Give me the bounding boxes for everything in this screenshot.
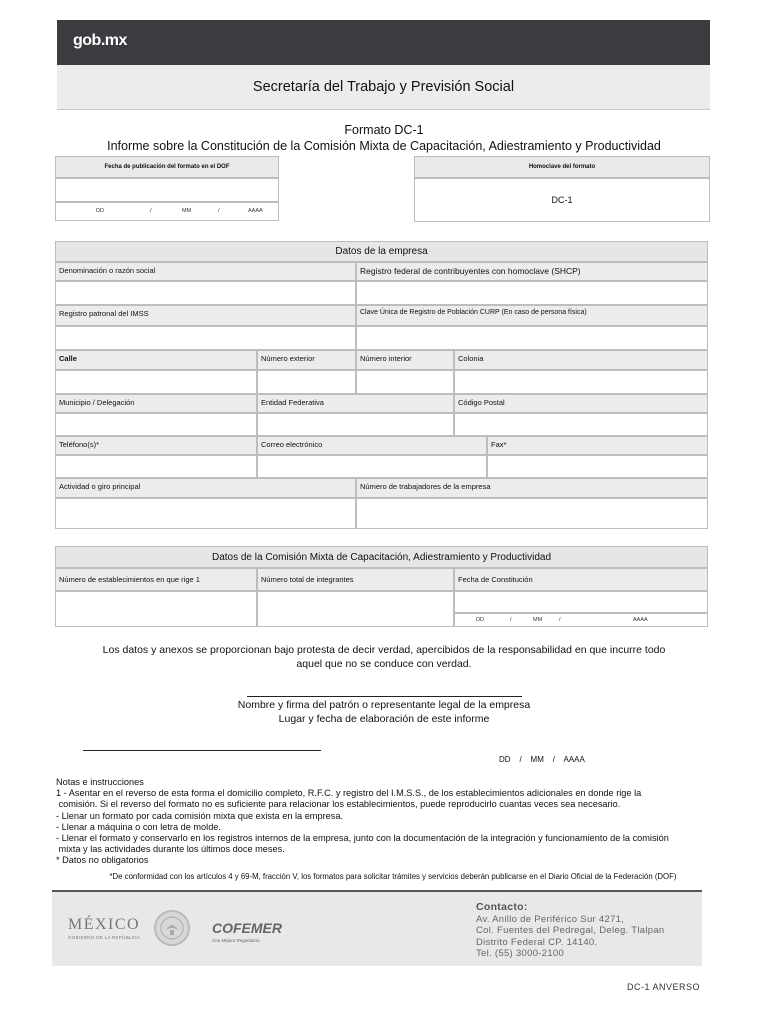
dof-aaaa: AAAA (248, 208, 263, 214)
gob-mx-logo: gob.mx (73, 32, 127, 49)
nota-item: - Llenar a máquina o con letra de molde. (56, 821, 221, 832)
secretaria-bar (57, 65, 710, 110)
correo-field[interactable] (257, 455, 487, 478)
telefono-field[interactable] (55, 455, 257, 478)
denominacion-label: Denominación o razón social (55, 262, 356, 281)
fecha-constitucion-label: Fecha de Constitución (454, 568, 708, 591)
contact-line: Tel. (55) 3000-2100 (476, 948, 565, 959)
firma-date-format: DD / MM / AAAA (499, 755, 585, 764)
firma-line (247, 696, 522, 697)
municipio-field[interactable] (55, 413, 257, 436)
cofemer-logo: COFEMER (212, 920, 282, 936)
empresa-section-title: Datos de la empresa (55, 241, 708, 262)
rfc-label: Registro federal de contribuyentes con homoclave (SHCP) (356, 262, 708, 281)
entidad-field[interactable] (257, 413, 454, 436)
notas-title: Notas e instrucciones (56, 777, 144, 787)
mexico-subtitle: GOBIERNO DE LA REPÚBLICA (68, 935, 141, 940)
cp-label: Código Postal (454, 394, 708, 413)
eagle-icon (156, 912, 188, 944)
dof-label: Fecha de publicación del formato en el DOF (55, 156, 279, 178)
com-dd: DD (476, 617, 484, 623)
curp-field[interactable] (356, 326, 708, 350)
contact-title: Contacto: (476, 901, 528, 913)
rfc-field[interactable] (356, 281, 708, 305)
contact-block (476, 902, 665, 960)
fax-label: Fax* (487, 436, 708, 455)
nota-item: - Llenar un formato por cada comisión mixta que exista en la empresa. (56, 810, 343, 821)
integrantes-label: Número total de integrantes (257, 568, 454, 591)
fax-field[interactable] (487, 455, 708, 478)
declaracion-line1: Los datos y anexos se proporcionan bajo protesta de decir verdad, apercibidos de la responsabilidad en que incurre todo (102, 644, 666, 656)
com-sep1: / (510, 617, 512, 623)
num-int-label: Número interior (356, 350, 454, 370)
fecha-constitucion-field[interactable] (454, 591, 708, 613)
dof-mm: MM (182, 208, 192, 214)
trabajadores-label: Número de trabajadores de la empresa (356, 478, 708, 498)
cp-field[interactable] (454, 413, 708, 436)
lugar-fecha-label: Lugar y fecha de elaboración de este informe (278, 713, 490, 725)
nota-item: * Datos no obligatorios (56, 855, 149, 866)
colonia-field[interactable] (454, 370, 708, 394)
integrantes-field[interactable] (257, 591, 454, 627)
footer-bar (52, 890, 702, 966)
dof-input[interactable] (55, 178, 279, 202)
notas-list (56, 788, 716, 866)
informe-title: Informe sobre la Constitución de la Comisión Mixta de Capacitación, Adiestramiento y Productividad (107, 139, 661, 153)
dof-sep2: / (218, 208, 220, 214)
com-aaaa: AAAA (633, 617, 648, 623)
formato-title: Formato DC-1 (344, 123, 424, 137)
nota-item: comisión. Si el reverso del formato no es suficiente para relacionar los establecimientos, puede reproducirlo cuantas veces sea necesario. (56, 799, 621, 810)
nota-item: 1 - Asentar en el reverso de esta forma el domicilio completo, R.F.C. y registro del I.M.S.S., de los establecimientos adicionales en donde rige la (56, 788, 642, 799)
entidad-label: Entidad Federativa (257, 394, 454, 413)
secretaria-title: Secretaría del Trabajo y Previsión Social (252, 79, 515, 95)
calle-label: Calle (55, 350, 257, 370)
dof-dd: DD (96, 208, 104, 214)
nota-item: mixta y las actividades durante los últimos doce meses. (56, 844, 285, 855)
dof-note: *De conformidad con los artículos 4 y 69-M, fracción V, los formatos para solicitar trámites y servicios deberán publicarse en el Diario Oficial de la Federación (DOF) (109, 872, 677, 881)
imss-field[interactable] (55, 326, 356, 350)
establecimientos-field[interactable] (55, 591, 257, 627)
homoclave-value: DC-1 (414, 178, 710, 222)
telefono-label: Teléfono(s)* (55, 436, 257, 455)
top-bar (57, 20, 710, 65)
num-ext-field[interactable] (257, 370, 356, 394)
contact-line: Distrito Federal CP. 14140. (476, 936, 598, 948)
calle-field[interactable] (55, 370, 257, 394)
denominacion-field[interactable] (55, 281, 356, 305)
nota-item: - Llenar el formato y conservarlo en los registros internos de la empresa, junto con la documentación de la integración y funcionamiento de la comisión (56, 833, 669, 844)
imss-label: Registro patronal del IMSS (55, 305, 356, 326)
declaracion-line2: aquel que no se conduce con verdad. (296, 658, 472, 670)
contact-line: Col. Fuentes del Pedregal, Deleg. Tlalpan (476, 925, 665, 936)
firma-label: Nombre y firma del patrón o representante legal de la empresa (237, 699, 531, 711)
contact-line: Av. Anillo de Periférico Sur 4271, (476, 913, 625, 925)
dof-date-row[interactable] (55, 202, 279, 221)
com-mm: MM (533, 617, 543, 623)
cofemer-subtitle: Con Mejora Regulatoria (212, 938, 260, 943)
page-label: DC-1 ANVERSO (627, 982, 701, 992)
com-sep2: / (559, 617, 561, 623)
actividad-label: Actividad o giro principal (55, 478, 356, 498)
homoclave-label: Homoclave del formato (414, 156, 710, 178)
curp-label: Clave Única de Registro de Población CURP (En caso de persona física) (356, 305, 708, 326)
mexico-logo: MÉXICO (68, 916, 141, 933)
correo-label: Correo electrónico (257, 436, 487, 455)
lugar-line (83, 750, 321, 751)
actividad-field[interactable] (55, 498, 356, 529)
municipio-label: Municipio / Delegación (55, 394, 257, 413)
fecha-constitucion-date-row[interactable] (454, 613, 708, 627)
notas-section (56, 777, 716, 867)
num-ext-label: Número exterior (257, 350, 356, 370)
colonia-label: Colonia (454, 350, 708, 370)
num-int-field[interactable] (356, 370, 454, 394)
trabajadores-field[interactable] (356, 498, 708, 529)
comision-section-title: Datos de la Comisión Mixta de Capacitación, Adiestramiento y Productividad (55, 546, 708, 568)
establecimientos-label: Número de establecimientos en que rige 1 (55, 568, 257, 591)
national-seal-icon (154, 910, 190, 946)
dof-sep1: / (150, 208, 152, 214)
